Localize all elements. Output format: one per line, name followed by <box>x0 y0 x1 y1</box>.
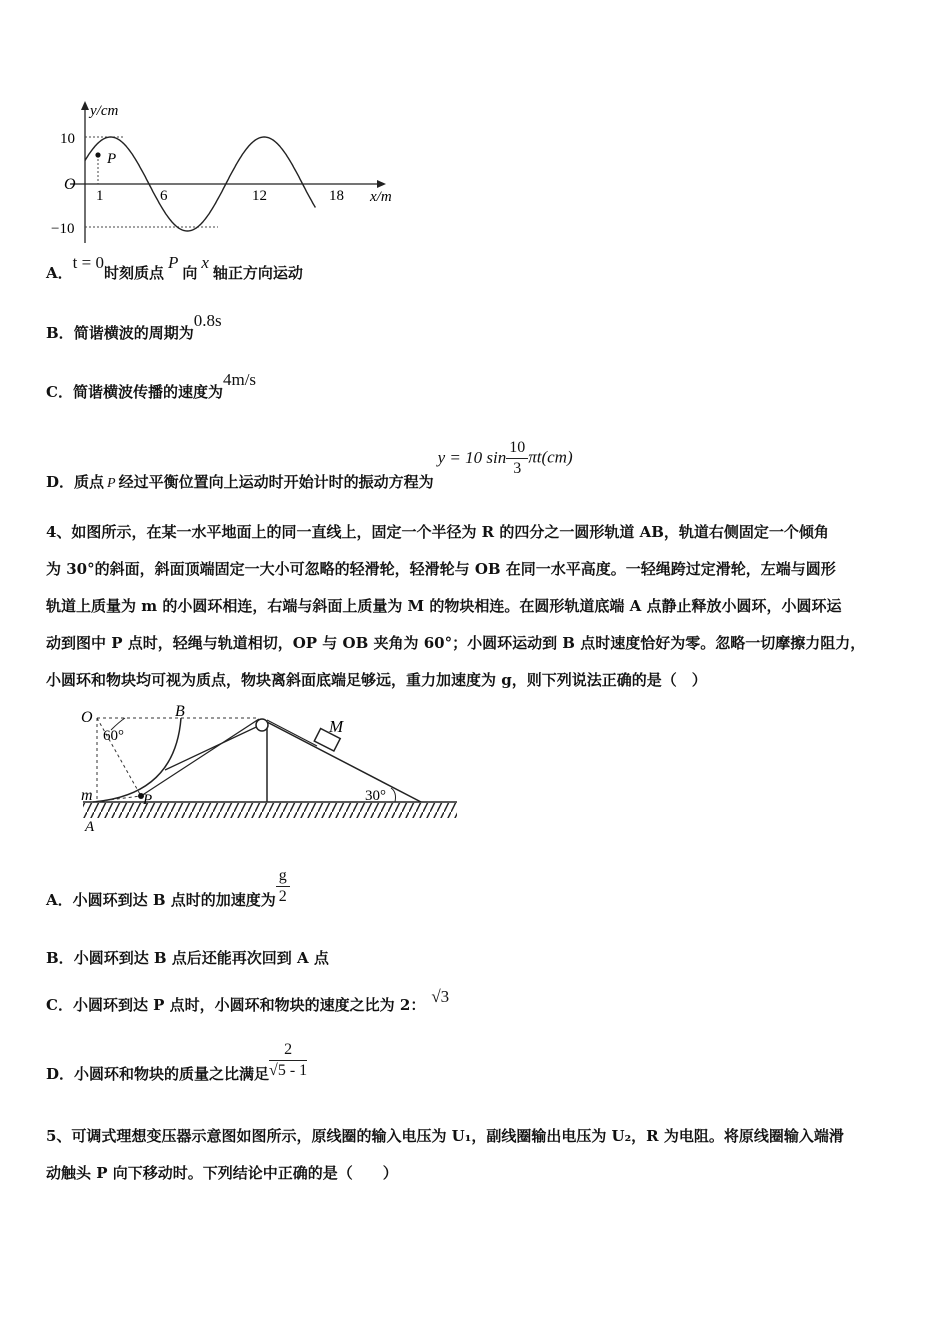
fraction-numerator: 10 <box>506 438 528 459</box>
option-text: 小圆环和物块的质量之比满足 <box>74 1064 270 1083</box>
option-label: A． <box>46 264 73 282</box>
math-t0: t = 0 <box>72 253 104 272</box>
option-label: D． <box>46 1064 75 1083</box>
option-text: 经过平衡位置向上运动时开始计时的振动方程为 <box>118 472 434 491</box>
label-p: P <box>143 792 153 808</box>
equation-fraction <box>506 438 528 479</box>
label-60: 60° <box>103 728 124 744</box>
math-speed: 4m/s <box>222 370 257 389</box>
incline-diagram <box>45 700 465 835</box>
fraction-numerator: 2 <box>269 1040 307 1061</box>
x-tick-12: 12 <box>252 188 267 204</box>
label-30: 30° <box>365 788 386 804</box>
math-sqrt3: √3 <box>431 987 450 1006</box>
q3-option-a <box>46 253 303 283</box>
rope-left <box>141 719 259 796</box>
math-x: x <box>201 253 209 272</box>
y-axis-label: y/cm <box>90 103 119 119</box>
angle-30-arc <box>391 788 396 802</box>
math-p: P <box>167 253 179 272</box>
fraction-numerator: g <box>276 866 290 887</box>
question-line: 4、如图所示，在某一水平地面上的同一直线上，固定一个半径为 R 的四分之一圆形轨道 AB，轨道右侧固定一个倾角 <box>46 523 829 541</box>
option-text: 时刻质点 <box>103 264 164 282</box>
fraction-denominator: 2 <box>278 888 287 905</box>
option-label: C． <box>46 996 73 1014</box>
math-p: P <box>107 475 116 491</box>
question-line: 轨道上质量为 m 的小圆环相连，右端与斜面上质量为 M 的物块相连。在圆形轨道底端 A 点静止释放小圆环，小圆环运 <box>46 597 842 615</box>
option-text: 小圆环到达 B 点时的加速度为 <box>72 890 276 909</box>
pulley <box>256 719 268 731</box>
q3-option-d <box>46 438 573 491</box>
q4-option-c <box>46 987 450 1015</box>
wave-graph <box>50 95 410 245</box>
x-tick-1: 1 <box>96 188 104 204</box>
option-text: 小圆环到达 P 点时，小圆环和物块的速度之比为 2： <box>72 996 426 1014</box>
fraction-denominator: √5 - 1 <box>269 1062 308 1079</box>
point-p-label: P <box>107 151 117 167</box>
y-tick-10: 10 <box>60 131 75 147</box>
q3-option-b <box>46 311 222 343</box>
question-line: 5、可调式理想变压器示意图如图所示，原线圈的输入电压为 U₁，副线圈输出电压为 U₂，R 为电阻。将原线圈输入端滑 <box>46 1127 844 1145</box>
option-label: D． <box>46 472 75 491</box>
point-p-marker <box>95 152 100 157</box>
y-axis-arrow <box>81 101 89 110</box>
fraction-g-over-2 <box>276 866 290 907</box>
option-label: B． <box>46 324 74 342</box>
question-line: 动触头 P 向下移动时。下列结论中正确的是（ ） <box>46 1164 398 1182</box>
fraction-mass-ratio <box>269 1040 307 1081</box>
label-o: O <box>81 709 93 726</box>
label-ring-m: m <box>81 787 93 804</box>
option-text: 简谐横波传播的速度为 <box>72 383 223 401</box>
question-line: 小圆环和物块均可视为质点，物块离斜面底端足够远，重力加速度为 g，则下列说法正确的是（ ） <box>46 671 707 689</box>
question-4 <box>46 514 912 699</box>
label-a: A <box>85 819 95 835</box>
option-text: 轴正方向运动 <box>212 264 303 282</box>
q4-option-d <box>46 1040 307 1081</box>
q4-option-a <box>46 866 290 907</box>
equation-right: πt(cm) <box>528 447 573 467</box>
origin-label: O <box>64 176 76 193</box>
label-block-m: M <box>329 717 344 736</box>
fraction-denominator: 3 <box>513 460 522 477</box>
equation-left: y = 10 sin <box>437 447 507 467</box>
x-tick-18: 18 <box>329 188 344 204</box>
question-5 <box>46 1118 912 1192</box>
option-label: C． <box>46 383 73 401</box>
label-b: B <box>175 703 185 720</box>
dashed-ap-line <box>93 796 141 802</box>
q4-option-b <box>46 947 329 968</box>
rope-right <box>267 720 317 746</box>
x-axis-label: x/m <box>370 189 392 205</box>
q3-option-c <box>46 370 257 402</box>
math-period: 0.8s <box>193 311 222 330</box>
question-line: 为 30°的斜面，斜面顶端固定一大小可忽略的轻滑轮，轻滑轮与 OB 在同一水平高度。一轻绳跨过定滑轮，左端与圆形 <box>46 560 836 578</box>
option-label: B． <box>46 949 74 967</box>
option-label: A． <box>46 890 73 909</box>
x-tick-6: 6 <box>160 188 168 204</box>
question-line: 动到图中 P 点时，轻绳与轨道相切，OP 与 OB 夹角为 60°；小圆环运动到 B 点时速度恰好为零。忽略一切摩擦力阻力， <box>46 634 866 652</box>
ground-hatching <box>83 803 457 818</box>
incline-surface <box>267 722 421 802</box>
y-tick-neg10: −10 <box>51 221 75 237</box>
option-text: 向 <box>182 264 198 282</box>
option-text: 小圆环到达 B 点后还能再次回到 A 点 <box>73 949 329 967</box>
x-axis-arrow <box>377 180 386 188</box>
option-text: 质点 <box>74 472 105 491</box>
option-text: 简谐横波的周期为 <box>73 324 194 342</box>
